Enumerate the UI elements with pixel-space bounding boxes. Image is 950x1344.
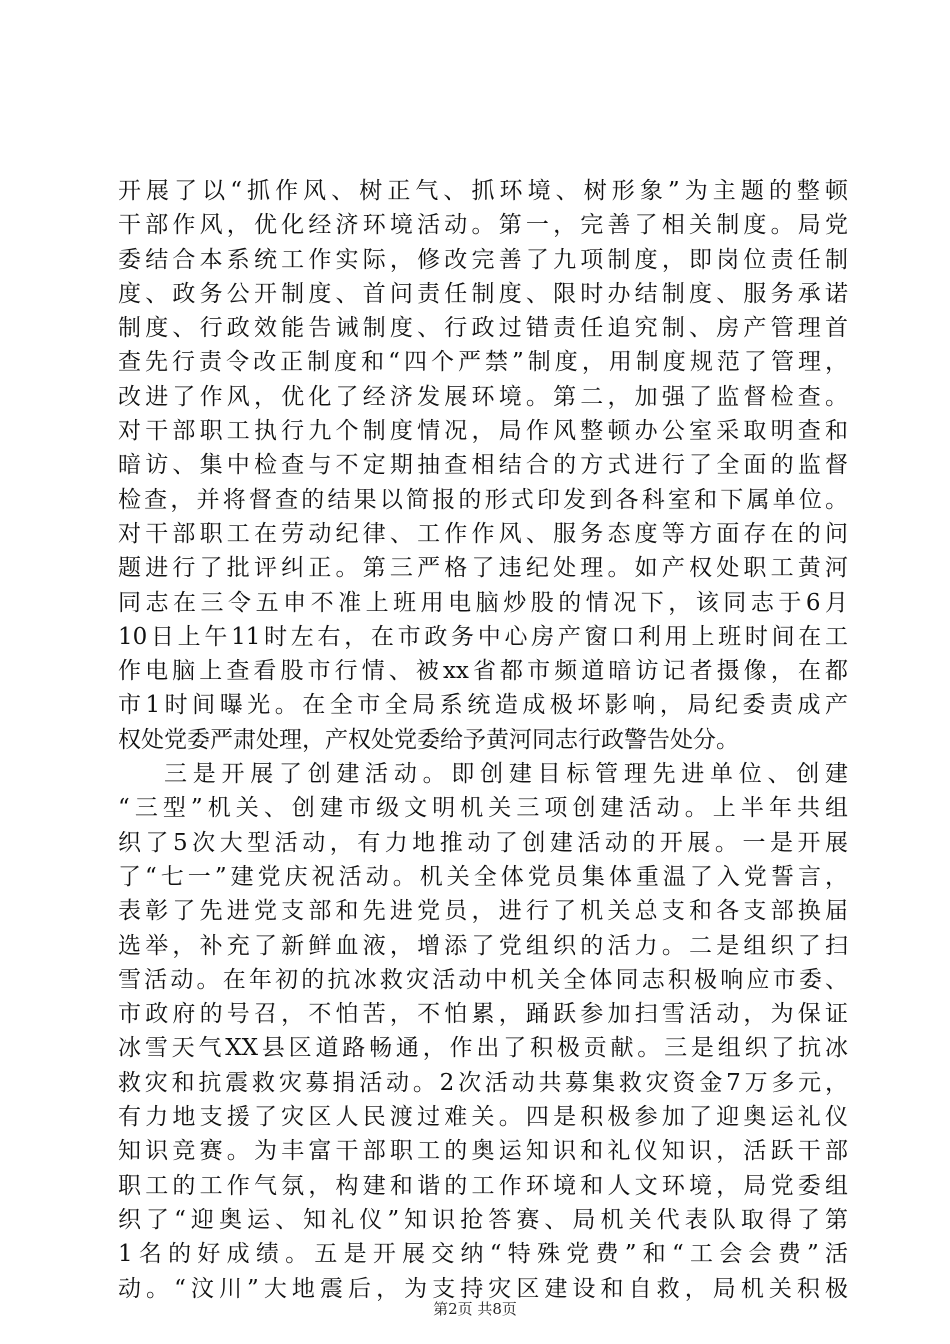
text-line: 权处党委严肃处理，产权处党委给予黄河同志行政警告处分。 (118, 726, 739, 753)
text-line: 冰雪天气XX县区道路畅通，作出了积极贡献。三是组织了抗冰 (118, 1035, 848, 1062)
text-line: 委结合本系统工作实际，修改完善了九项制度，即岗位责任制 (118, 246, 848, 273)
text-line: 选举，补充了新鲜血液，增添了党组织的活力。二是组织了扫 (118, 932, 848, 959)
text-line: 有力地支援了灾区人民渡过难关。四是积极参加了迎奥运礼仪 (118, 1104, 848, 1131)
text-line: 对干部职工在劳动纪律、工作作风、服务态度等方面存在的问 (118, 520, 848, 547)
page-number-footer: 第2页 共8页 (433, 1300, 517, 1318)
text-line: 同志在三令五申不准上班用电脑炒股的情况下，该同志于6月 (118, 589, 848, 616)
text-line: 度、政务公开制度、首问责任制度、限时办结制度、服务承诺 (118, 280, 848, 307)
text-line: 10日上午11时左右，在市政务中心房产窗口利用上班时间在工 (118, 623, 848, 650)
text-line: 改进了作风，优化了经济发展环境。第二，加强了监督检查。 (118, 383, 848, 410)
paragraph-creation-activities (118, 757, 848, 1306)
text-line: 了“七一”建党庆祝活动。机关全体党员集体重温了入党誓言， (118, 863, 848, 890)
text-line: 检查，并将督查的结果以简报的形式印发到各科室和下属单位。 (118, 486, 848, 513)
text-line: 知识竞赛。为丰富干部职工的奥运知识和礼仪知识，活跃干部 (118, 1138, 848, 1165)
text-line: 制度、行政效能告诫制度、行政过错责任追究制、房产管理首 (118, 315, 848, 342)
text-line: 织了“迎奥运、知礼仪”知识抢答赛、局机关代表队取得了第 (118, 1206, 848, 1233)
text-line: 查先行责令改正制度和“四个严禁”制度，用制度规范了管理， (118, 349, 848, 376)
text-line: 三是开展了创建活动。即创建目标管理先进单位、创建 (164, 761, 848, 788)
text-line: 1名的好成绩。五是开展交纳“特殊党费”和“工会会费”活 (118, 1241, 848, 1268)
text-line: 干部作风，优化经济环境活动。第一，完善了相关制度。局党 (118, 212, 848, 239)
text-line: 作电脑上查看股市行情、被xx省都市频道暗访记者摄像，在都 (118, 658, 848, 685)
document-body (118, 174, 848, 1306)
text-line: 市1时间曝光。在全市全局系统造成极坏影响，局纪委责成产 (118, 692, 848, 719)
text-line: 表彰了先进党支部和先进党员，进行了机关总支和各支部换届 (118, 898, 848, 925)
text-line: 动。“汶川”大地震后，为支持灾区建设和自救，局机关积极 (118, 1275, 848, 1302)
text-line: 暗访、集中检查与不定期抽查相结合的方式进行了全面的监督 (118, 452, 848, 479)
text-line: 织了5次大型活动，有力地推动了创建活动的开展。一是开展 (118, 829, 848, 856)
text-line: “三型”机关、创建市级文明机关三项创建活动。上半年共组 (118, 795, 848, 822)
text-line: 市政府的号召，不怕苦，不怕累，踊跃参加扫雪活动，为保证 (118, 1001, 848, 1028)
text-line: 雪活动。在年初的抗冰救灾活动中机关全体同志积极响应市委、 (118, 966, 848, 993)
text-line: 救灾和抗震救灾募捐活动。2次活动共募集救灾资金7万多元， (118, 1069, 848, 1096)
text-line: 开展了以“抓作风、树正气、抓环境、树形象”为主题的整顿 (118, 178, 848, 204)
paragraph-rectification (118, 174, 848, 757)
text-line: 对干部职工执行九个制度情况，局作风整顿办公室采取明查和 (118, 418, 848, 445)
text-line: 职工的工作气氛，构建和谐的工作环境和人文环境，局党委组 (118, 1172, 848, 1199)
text-line: 题进行了批评纠正。第三严格了违纪处理。如产权处职工黄河 (118, 555, 848, 582)
